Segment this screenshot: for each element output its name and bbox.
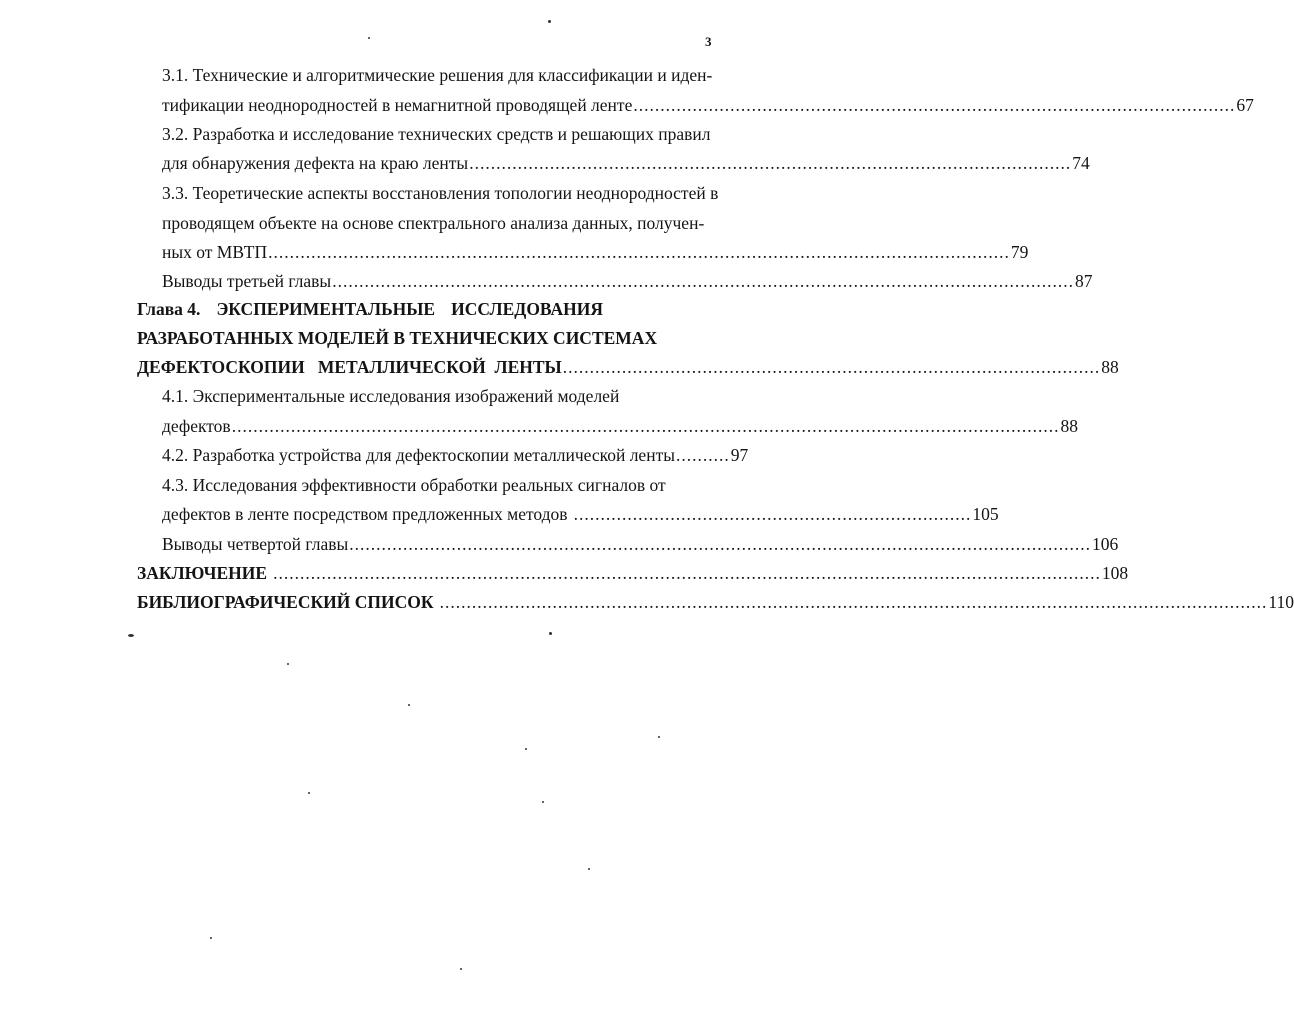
leader-dots: .......................................................................................................................................................... [273,563,1101,583]
toc-entry-conclusion[interactable] [137,562,1129,584]
page-number: 3 [705,34,712,49]
toc-entry-4-1-line1: 4.1. Экспериментальные исследования изображений моделей [162,386,620,406]
toc-entry-3-2-line2: для обнаружения дефекта на краю ленты [162,153,469,173]
toc-entry-text: БИБЛИОГРАФИЧЕСКИЙ СПИСОК [137,592,434,612]
scan-speck [460,968,462,970]
toc-entry-3-3[interactable] [162,241,1029,263]
toc-entry-4-2[interactable] [162,444,749,466]
scan-speck [658,736,660,738]
scan-speck [287,663,289,665]
chapter-title-word: ИССЛЕДОВАНИЯ [451,299,603,319]
toc-entry-3-1-line2: тификации неоднородностей в немагнитной проводящей ленте [162,95,633,115]
toc-entry-text: ЗАКЛЮЧЕНИЕ [137,563,268,583]
toc-page-number: 106 [1092,534,1119,554]
toc-entry-text: Выводы четвертой главы [162,534,349,554]
leader-dots: .......................................................................................................................................................... [439,592,1268,612]
leader-dots: .......................................................................................................................................... [332,271,1074,291]
toc-entry-4-3-line2: дефектов в ленте посредством предложенных методов [162,504,568,524]
chapter-4-heading-line3: ДЕФЕКТОСКОПИИ МЕТАЛЛИЧЕСКОЙ ЛЕНТЫ [137,357,562,377]
chapter-4-heading-line2: РАЗРАБОТАННЫХ МОДЕЛЕЙ В ТЕХНИЧЕСКИХ СИСТЕМАХ [137,328,658,348]
toc-entry-3-1-line1: 3.1. Технические и алгоритмические решения для классификации и иден- [162,65,713,85]
leader-dots: .......................................................................................................................................................... [231,416,1060,436]
scan-speck [210,937,212,939]
toc-entry-3-2[interactable] [162,152,1090,174]
toc-entry-4-3[interactable] [162,503,999,525]
toc-page-number: 88 [1101,357,1119,377]
scan-speck [525,748,527,750]
scan-speck [408,704,410,706]
scan-speck [128,634,134,637]
toc-entry-text: 4.2. Разработка устройства для дефектоскопии металлической ленты [162,445,675,465]
scan-speck [368,37,370,39]
toc-entry-conclusions-3[interactable] [162,270,1093,292]
toc-entry-4-1-line2: дефектов [162,416,231,436]
chapter-4-heading-line1 [137,298,603,320]
leader-dots: ................................................................................................................ [633,95,1236,115]
toc-entry-4-3-line1: 4.3. Исследования эффективности обработки реальных сигналов от [162,475,666,495]
toc-entry-chapter-4[interactable] [137,356,1119,378]
toc-page-number: 79 [1010,242,1029,262]
toc-page-number: 87 [1074,271,1093,291]
toc-entry-3-1[interactable] [162,94,1254,116]
toc-entry-text: Выводы третьей главы [162,271,332,291]
toc-entry-3-2-line1: 3.2. Разработка и исследование технических средств и решающих правил [162,124,711,144]
scan-speck [542,801,544,803]
toc-entry-4-1[interactable] [162,415,1078,437]
toc-page-number: 88 [1060,416,1078,436]
toc-entry-3-3-line2: проводящем объекте на основе спектрального анализа данных, получен- [162,213,705,233]
scan-speck [308,792,310,794]
leader-dots: .......... [675,445,730,465]
scan-speck [549,632,552,635]
toc-page-number: 108 [1101,563,1129,583]
leader-dots: .......................................................................... [573,504,972,524]
toc-entry-bibliography[interactable] [137,591,1294,613]
chapter-title-word: ЭКСПЕРИМЕНТАЛЬНЫЕ [216,299,436,319]
scan-speck [548,20,551,23]
toc-entry-3-3-line1: 3.3. Теоретические аспекты восстановления топологии неоднородностей в [162,183,719,203]
chapter-label: Глава 4. [137,299,201,319]
leader-dots: .......................................................................................................................................... [268,242,1010,262]
toc-entry-conclusions-4[interactable] [162,533,1119,555]
leader-dots: .................................................................................................... [562,357,1101,377]
toc-page-number: 67 [1236,95,1254,115]
toc-page-number: 105 [972,504,999,524]
toc-page-number: 74 [1072,153,1090,173]
toc-entry-3-3-line3: ных от МВТП [162,242,268,262]
scan-speck [588,868,590,870]
toc-page-number: 110 [1268,592,1294,612]
leader-dots: ................................................................................................................ [469,153,1072,173]
leader-dots: .......................................................................................................................................... [349,534,1091,554]
toc-page-number: 97 [730,445,749,465]
